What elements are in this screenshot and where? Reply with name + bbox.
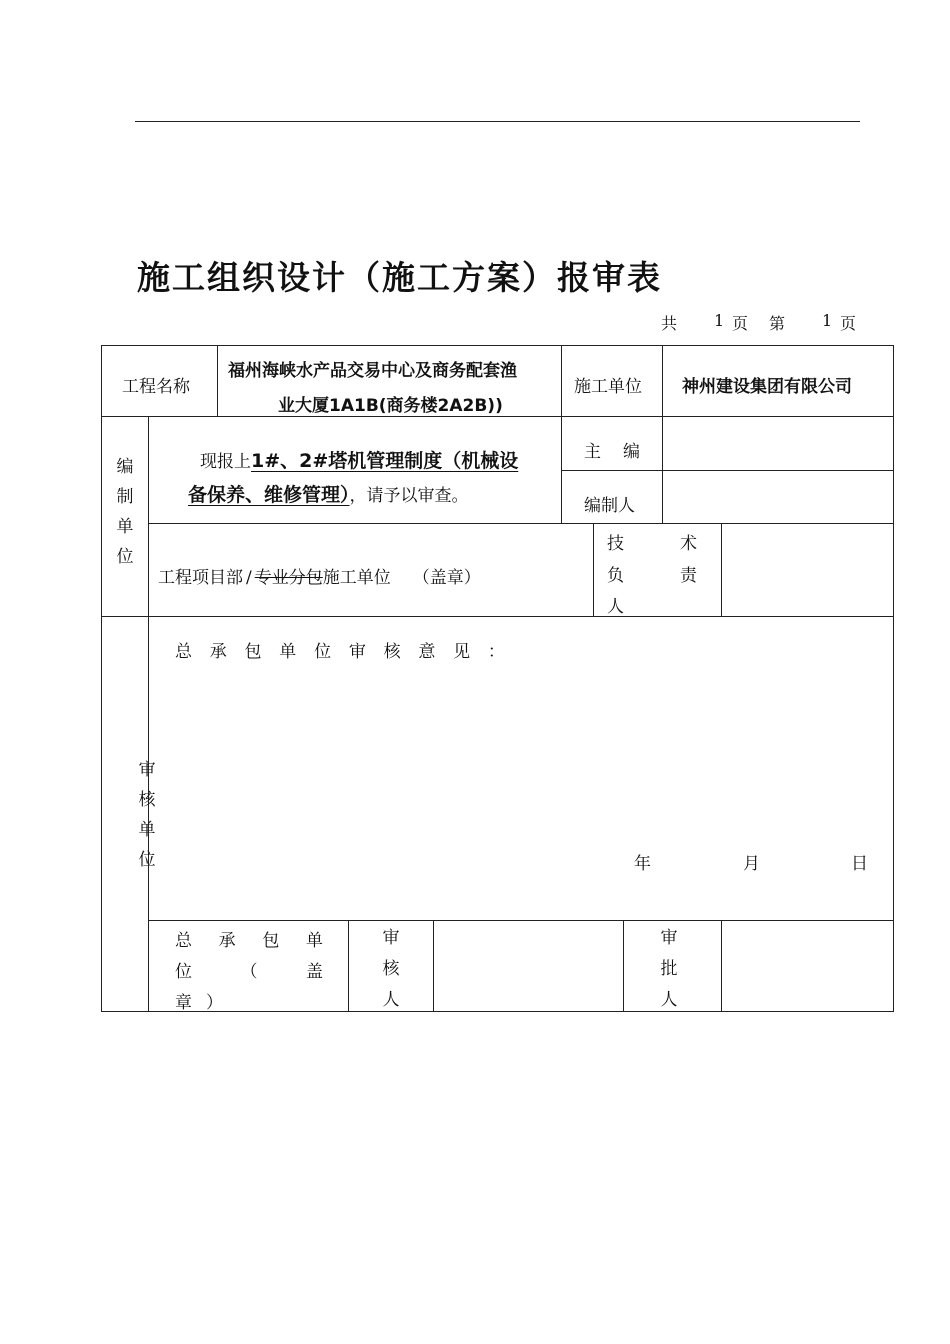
label-char: （ bbox=[240, 962, 258, 982]
seal-row1 bbox=[175, 926, 323, 951]
label-char: 审 bbox=[382, 928, 400, 948]
table-border-left bbox=[101, 345, 102, 1011]
tech-lead-row2 bbox=[607, 561, 697, 586]
label-char: 包 bbox=[244, 642, 262, 662]
pager-total-prefix: 共 bbox=[661, 314, 678, 333]
grid-line bbox=[623, 920, 624, 1011]
project-name-line1: 福州海峡水产品交易中心及商务配套渔 bbox=[228, 361, 517, 381]
pager-current-prefix: 第 bbox=[769, 314, 786, 333]
grid-line bbox=[593, 523, 594, 616]
label-char: 审 bbox=[348, 642, 366, 662]
side-char: 编 bbox=[116, 457, 134, 477]
pager-total-suffix: 页 bbox=[732, 314, 749, 333]
grid-line bbox=[721, 920, 722, 1011]
unit-struck: 专业分包 bbox=[254, 568, 323, 588]
review-unit-side-label bbox=[136, 755, 158, 875]
label-char: 编 bbox=[623, 442, 640, 462]
label-char: 单 bbox=[305, 931, 323, 951]
compile-unit-side-label bbox=[114, 452, 136, 572]
label-char: 术 bbox=[680, 534, 697, 554]
report-statement-line1 bbox=[200, 446, 518, 473]
grid-line bbox=[148, 920, 894, 921]
seal-row3 bbox=[175, 988, 223, 1013]
label-char: 总 bbox=[175, 642, 192, 662]
approver-label bbox=[658, 923, 680, 1016]
header-rule bbox=[135, 121, 860, 122]
review-opinion-label bbox=[175, 637, 505, 662]
label-char: 人 bbox=[382, 990, 400, 1010]
date-month: 月 bbox=[743, 854, 760, 874]
grid-line bbox=[662, 345, 663, 417]
label-char: 责 bbox=[680, 566, 697, 586]
unit-seal: （盖章） bbox=[412, 568, 481, 588]
label-char: 核 bbox=[382, 959, 400, 979]
editor-label: 编制人 bbox=[584, 496, 635, 516]
date-year: 年 bbox=[634, 854, 651, 874]
project-name-label: 工程名称 bbox=[122, 377, 190, 397]
unit-part2: 施工单位 bbox=[322, 568, 391, 588]
report-prefix: 现报上 bbox=[200, 452, 251, 472]
contractor-name: 神州建设集团有限公司 bbox=[682, 377, 852, 397]
label-char: 单 bbox=[279, 642, 297, 662]
label-char: 人 bbox=[660, 990, 678, 1010]
grid-line bbox=[148, 523, 894, 524]
report-statement-line2 bbox=[188, 480, 469, 507]
seal-row2 bbox=[175, 957, 323, 982]
label-char: 包 bbox=[262, 931, 280, 951]
grid-line bbox=[561, 345, 562, 417]
grid-line bbox=[217, 345, 218, 417]
chief-editor-label bbox=[584, 437, 640, 462]
side-char: 审 bbox=[138, 760, 156, 780]
label-char: 章 bbox=[175, 993, 192, 1013]
grid-line bbox=[433, 920, 434, 1011]
pager-total: 1 bbox=[714, 311, 725, 330]
label-char: 总 bbox=[175, 931, 192, 951]
form-title: 施工组织设计（施工方案）报审表 bbox=[137, 258, 662, 297]
label-char: 承 bbox=[209, 642, 227, 662]
report-subject-line1: 1#、2#塔机管理制度（机械设 bbox=[251, 450, 519, 472]
label-char: 意 bbox=[418, 642, 436, 662]
label-char: 负 bbox=[607, 566, 624, 586]
side-char: 核 bbox=[138, 790, 156, 810]
label-char: 核 bbox=[383, 642, 401, 662]
grid-line bbox=[561, 470, 894, 471]
grid-line bbox=[101, 616, 894, 617]
table-border-right bbox=[893, 345, 894, 1011]
side-char: 位 bbox=[116, 547, 134, 567]
label-char: 技 bbox=[607, 534, 624, 554]
report-suffix: ，请予以审查。 bbox=[349, 486, 469, 506]
pager-current: 1 bbox=[822, 311, 833, 330]
project-name-line2: 业大厦1A1B(商务楼2A2B)) bbox=[278, 396, 503, 416]
grid-line bbox=[148, 416, 149, 616]
date-day: 日 bbox=[851, 854, 868, 874]
compile-unit-line bbox=[158, 563, 481, 588]
reviewer-label bbox=[380, 923, 402, 1016]
pager-current-suffix: 页 bbox=[840, 314, 857, 333]
grid-line bbox=[101, 416, 894, 417]
label-char: 位 bbox=[175, 962, 192, 982]
label-char: 批 bbox=[660, 959, 678, 979]
unit-part1: 工程项目部 bbox=[158, 568, 243, 588]
grid-line bbox=[348, 920, 349, 1011]
unit-separator: / bbox=[246, 568, 252, 588]
label-char: 盖 bbox=[306, 962, 323, 982]
report-subject-line2: 备保养、维修管理） bbox=[188, 484, 350, 506]
label-char: 位 bbox=[314, 642, 332, 662]
tech-lead-row1 bbox=[607, 529, 697, 554]
label-char: 主 bbox=[584, 442, 601, 462]
side-char: 位 bbox=[138, 850, 156, 870]
label-char: 承 bbox=[218, 931, 236, 951]
contractor-label: 施工单位 bbox=[574, 377, 642, 397]
side-char: 单 bbox=[138, 820, 156, 840]
label-char: 见 bbox=[453, 642, 471, 662]
tech-lead-row3: 人 bbox=[607, 597, 624, 617]
label-char: 审 bbox=[660, 928, 678, 948]
label-char: ： bbox=[487, 642, 505, 662]
table-border-top bbox=[101, 345, 894, 346]
grid-line bbox=[721, 523, 722, 616]
label-char: ） bbox=[206, 993, 223, 1013]
side-char: 单 bbox=[116, 517, 134, 537]
side-char: 制 bbox=[116, 487, 134, 507]
